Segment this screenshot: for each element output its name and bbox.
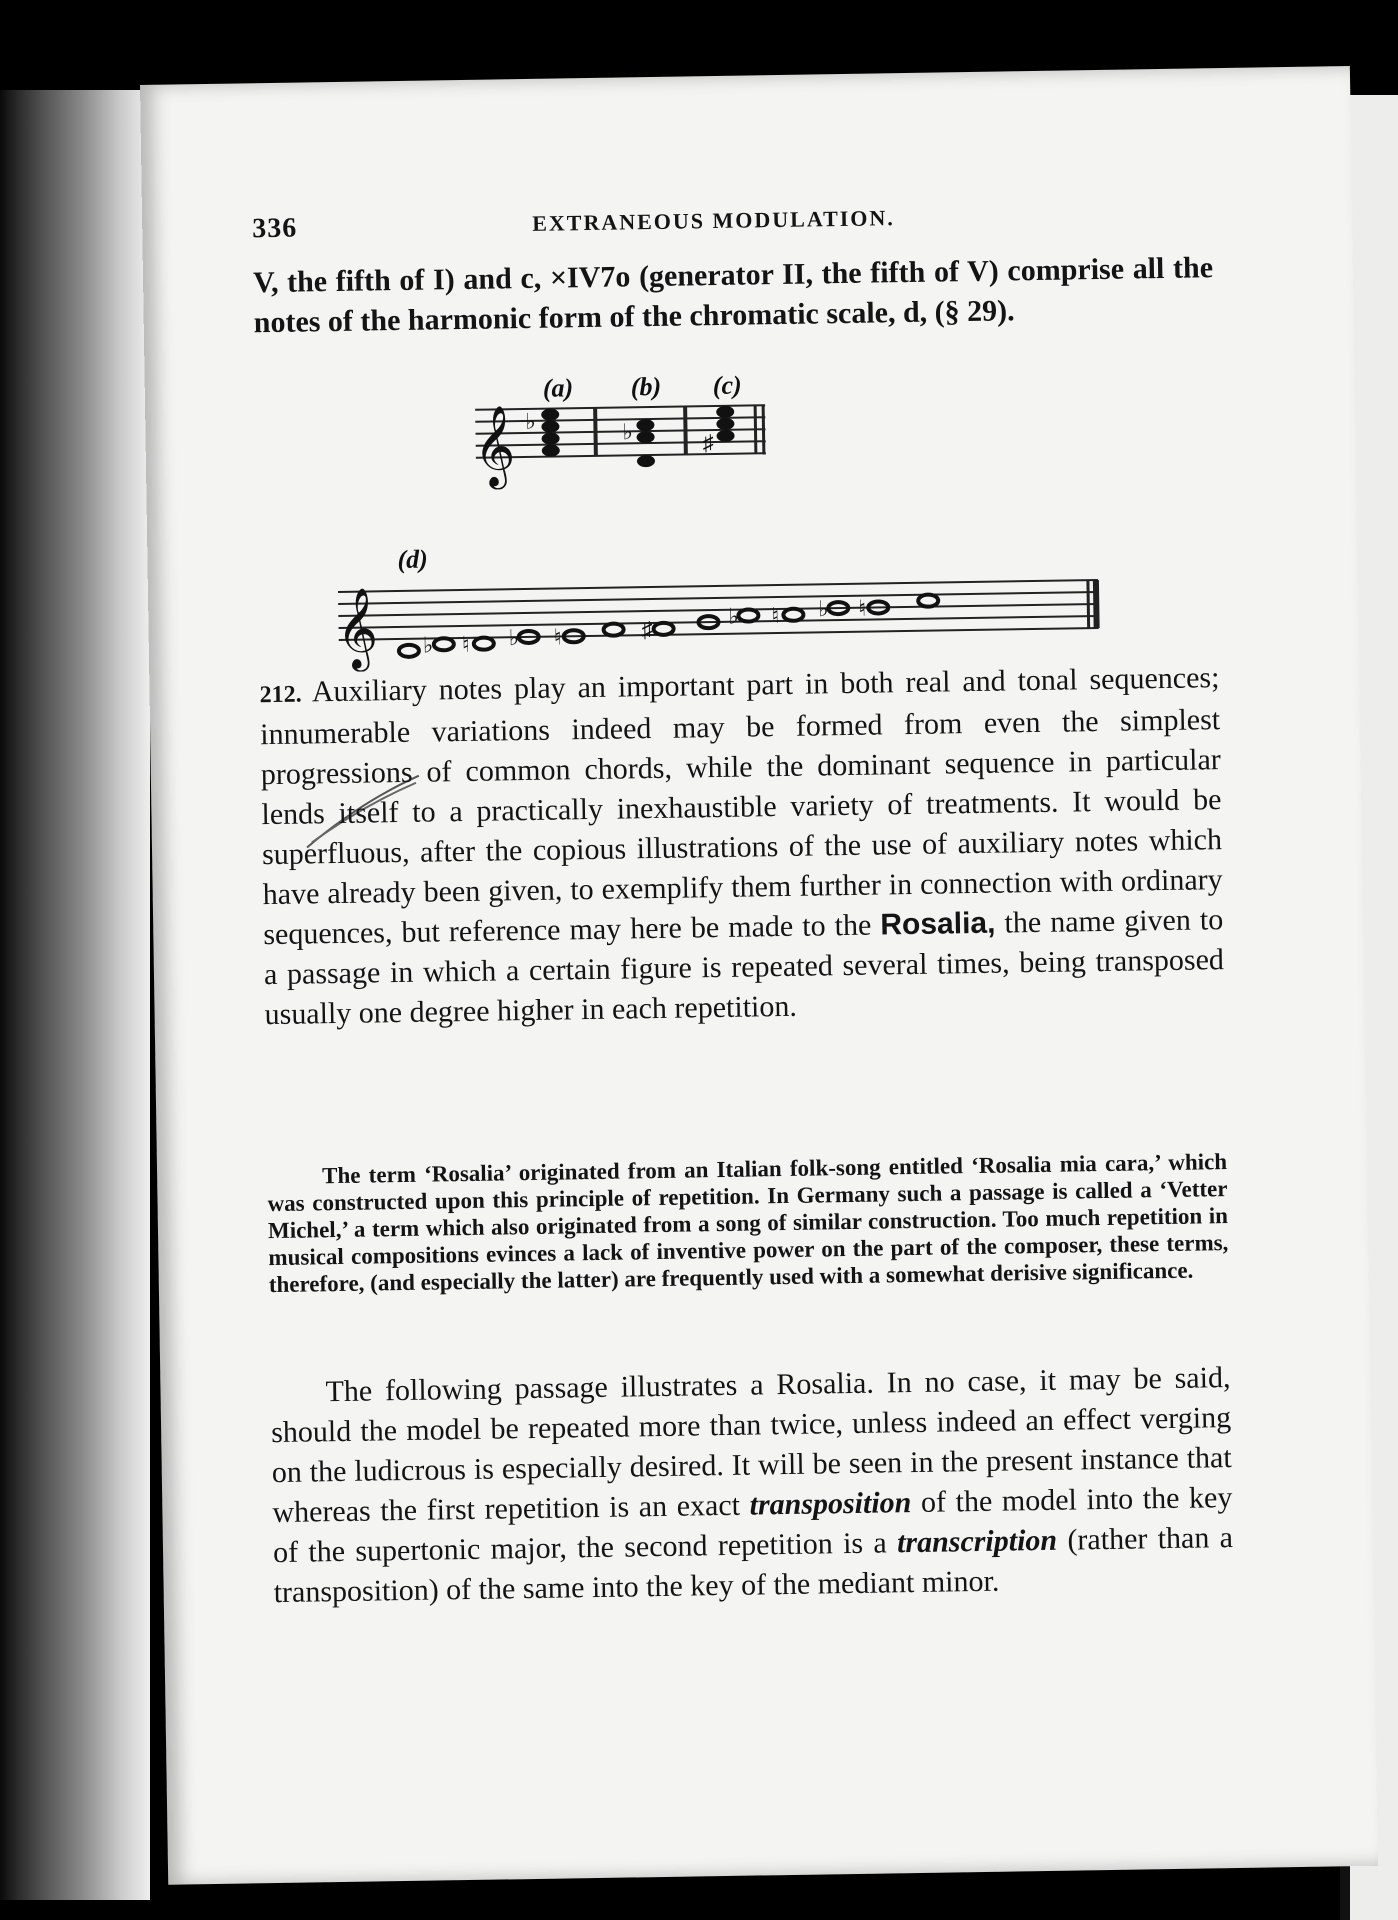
section-212-text-1: Auxiliary notes play an important part in both real and tonal sequences; innumerable variations indeed may be formed from even the simplest progressions of common chords, while the dominant sequence in particular lends itself to a practically inexhaustible variety of treatments. It would be superfluous, after the copious illustrations of the use of auxiliary notes which have already been given, to exemplify them further in connection with ordinary sequences, but reference may here be made to the (259, 661, 1223, 952)
svg-text:♭: ♭ (525, 408, 536, 434)
svg-text:♯: ♯ (641, 617, 653, 643)
music-example-d (327, 525, 1109, 672)
paragraph-3 (270, 1358, 1234, 1613)
svg-text:♮: ♮ (771, 603, 780, 629)
svg-text:♭: ♭ (728, 603, 740, 629)
paragraph-1-text: V, the fifth of I) and c, ×IV7o (generator II, the fifth of V) comprise all the notes of the harmonic form of the chromatic scale, d, (§ 29). (252, 251, 1214, 340)
svg-text:♮: ♮ (858, 595, 867, 621)
svg-text:♭: ♭ (818, 596, 829, 622)
paragraph-1 (253, 248, 1214, 343)
term-transcription: transcription (896, 1523, 1058, 1560)
paragraph-3-text-3: (rather than a transposition) of the same into the key of the mediant minor. (273, 1521, 1234, 1610)
music-label-a: (a) (542, 373, 574, 403)
paragraph-3-text-2: of the model into the key of the supertonic major, the second repetition is a (272, 1481, 1233, 1570)
book-spine-edge (0, 90, 150, 1900)
rosalia-term: Rosalia, (880, 906, 996, 942)
section-number: 212. (259, 681, 302, 709)
running-title: EXTRANEOUS MODULATION. (532, 205, 895, 236)
book-page (140, 66, 1378, 1885)
svg-text:♭: ♭ (622, 419, 634, 445)
svg-text:♭: ♭ (422, 632, 434, 658)
page-header (252, 198, 1202, 245)
music-label-d: (d) (397, 544, 429, 575)
svg-text:♯: ♯ (702, 430, 714, 456)
paragraph-3-text-1: The following passage illustrates a Rosalia. In no case, it may be said, should the model be repeated more than twice, unless indeed an effect verging on the ludicrous is especially desired. It will be seen in the present instance that whereas the first repetition is an exact (270, 1361, 1232, 1530)
svg-text:♭: ♭ (508, 625, 520, 651)
music-label-c: (c) (712, 370, 742, 401)
term-transposition: transposition (749, 1486, 912, 1522)
treble-clef-icon: 𝄞 (335, 590, 379, 668)
svg-text:♮: ♮ (461, 631, 470, 658)
section-212 (259, 658, 1225, 1035)
footnote-text: The term ‘Rosalia’ originated from an Italian folk-song entitled ‘Rosalia mia cara,’ which was constructed upon this principle of repetition. In Germany such a passage is called a ‘Vetter Michel,’ a term which also originated from a song of similar construction. Too much repetition in musical compositions evinces a lack of inventive power on the part of the composer, these terms, therefore, (and especially the latter) are frequently used with a somewhat derisive significance. (267, 1149, 1229, 1298)
svg-text:♮: ♮ (553, 624, 562, 650)
footnote-block (267, 1148, 1229, 1298)
section-212-text-2: the name given to a passage in which a certain figure is repeated several times, being transposed usually one degree higher in each repetition. (263, 903, 1225, 1032)
music-label-b: (b) (630, 371, 662, 402)
music-example-abc (325, 360, 1107, 492)
page-number: 336 (252, 212, 298, 245)
treble-clef-icon: 𝄞 (473, 408, 516, 486)
